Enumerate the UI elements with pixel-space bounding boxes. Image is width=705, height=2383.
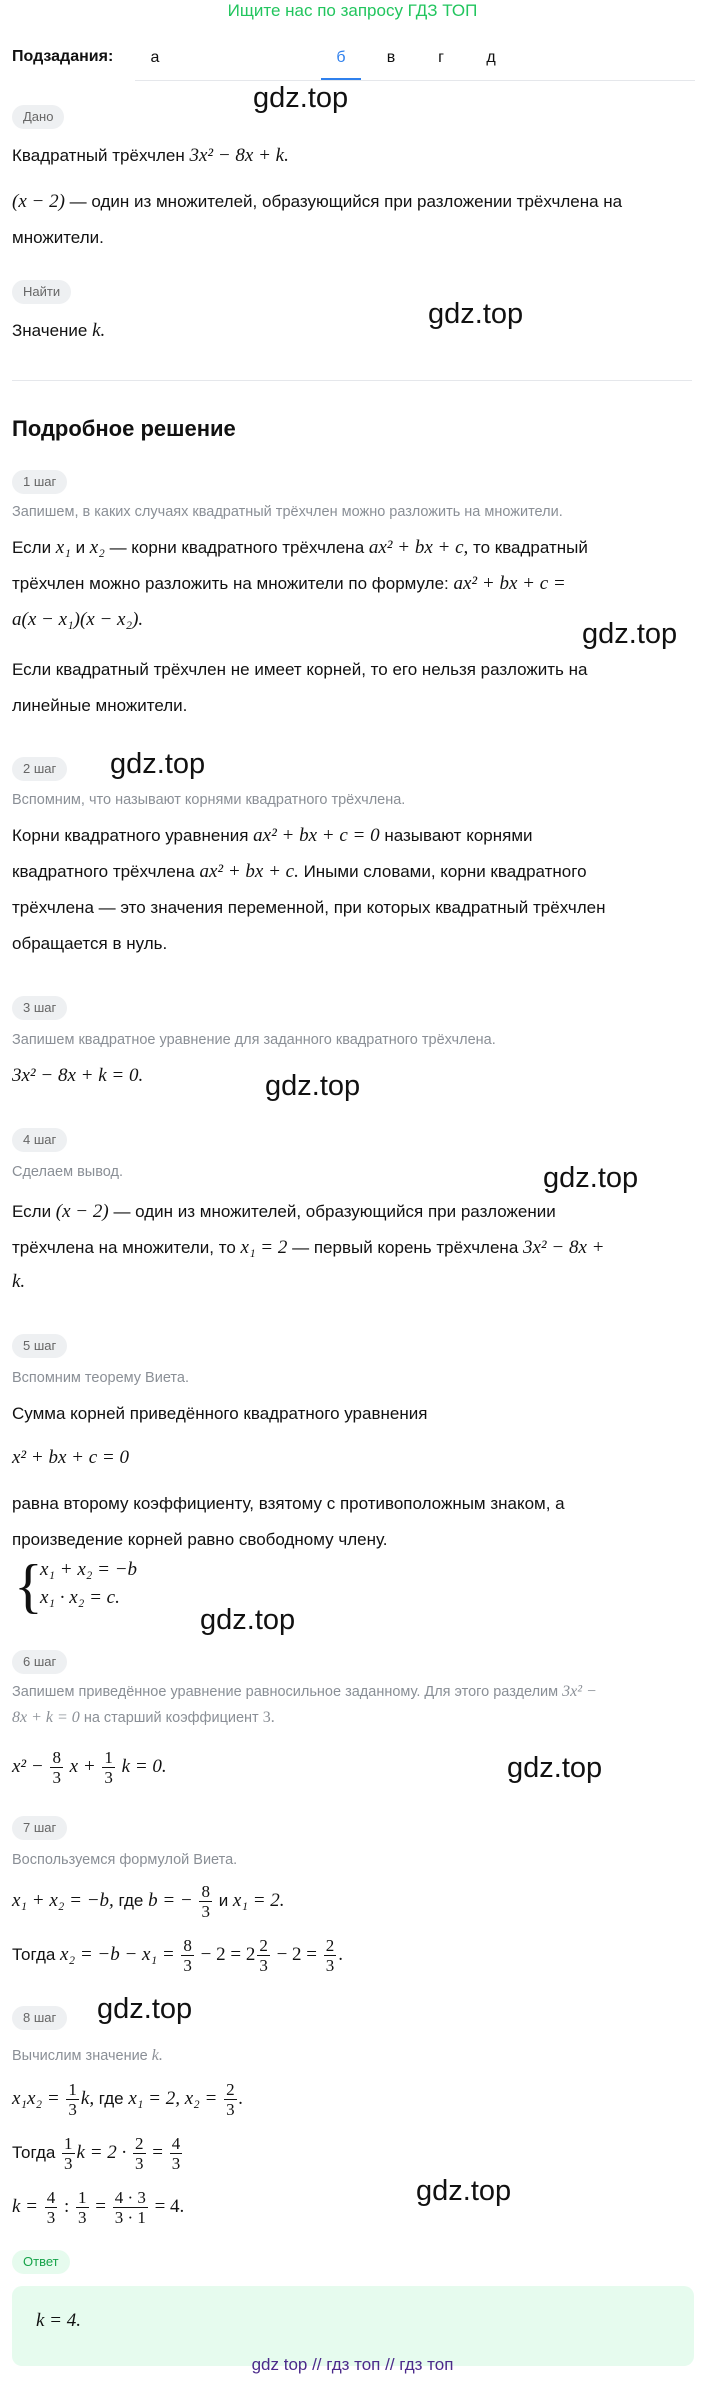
math: 3. [262, 1709, 275, 1726]
math: . [238, 2088, 244, 2109]
text: — корни квадратного трёхчлена [104, 538, 369, 557]
step-8-line-2 [12, 2128, 692, 2178]
math: x + [69, 1756, 96, 1777]
answer-chip: Ответ [12, 2250, 70, 2274]
math: x₁ · x₂ = c. [40, 1587, 120, 1608]
math: k. [12, 1271, 26, 1292]
text: трёхчлен можно разложить на множители по формуле: [12, 574, 454, 593]
subtasks-label: Подзадания: [12, 48, 114, 65]
step-4-line-2 [12, 1230, 692, 1266]
fraction: $\frac{2}{3}$ [259, 1936, 268, 1976]
watermark: gdz.top [416, 2175, 512, 2207]
text: Иными словами, корни квадратного [298, 862, 587, 881]
text: Тогда [12, 1945, 61, 1964]
math: 3x² − [562, 1683, 597, 1700]
step-8-line-1 [12, 2074, 692, 2124]
watermark: gdz.top [507, 1752, 603, 1784]
find-variable: k. [92, 320, 106, 341]
text: называют корнями [379, 826, 533, 845]
given-line-2 [12, 184, 692, 220]
step-1-line-2 [12, 566, 692, 602]
text: — первый корень трёхчлена [287, 1238, 523, 1257]
watermark: gdz.top [428, 298, 524, 330]
step-6-hint-1 [12, 1680, 692, 1704]
text: где [113, 1891, 149, 1910]
step-6-hint-2 [12, 1706, 692, 1730]
step-3-chip: 3 шаг [12, 996, 67, 1020]
given-line-1 [12, 138, 692, 174]
tab-g[interactable]: г [438, 49, 444, 66]
step-4-chip: 4 шаг [12, 1128, 67, 1152]
step-1-line-4: Если квадратный трёхчлен не имеет корней, то его нельзя разложить на [12, 660, 588, 679]
step-7-line-2 [12, 1930, 692, 1980]
text: квадратного трёхчлена [12, 862, 200, 881]
step-2-line-4: обращается в нуль. [12, 934, 168, 953]
math: k = 2 · [76, 2142, 127, 2163]
fraction: $\frac{2}{3}$ [226, 2080, 235, 2120]
math: (x − 2) [55, 1201, 109, 1222]
answer-box [12, 2286, 694, 2366]
step-3-equation [12, 1058, 692, 1094]
math: . [338, 1944, 343, 1965]
step-3-hint: Запишем квадратное уравнение для заданного квадратного трёхчлена. [12, 1032, 496, 1048]
given-chip: Дано [12, 105, 64, 129]
text: Корни квадратного уравнения [12, 826, 254, 845]
math: 3x² − 8x + [523, 1237, 605, 1258]
math: − 2 = 2 [200, 1944, 256, 1965]
text: и [218, 1891, 233, 1910]
math: ax² + bx + c. [199, 861, 299, 882]
step-4-line-1 [12, 1194, 692, 1230]
system-eq-1 [40, 1556, 705, 1584]
math: x₁x₂ = [12, 2088, 60, 2109]
step-1-chip: 1 шаг [12, 470, 67, 494]
step-1-line-5: линейные множители. [12, 696, 188, 715]
step-6-equation [12, 1742, 692, 1792]
divider [12, 380, 692, 381]
math: x₁ + x₂ = −b [40, 1559, 138, 1580]
given-text: Квадратный трёхчлен [12, 146, 190, 165]
text: трёхчлена на множители, то [12, 1238, 241, 1257]
promo-banner: Ищите нас по запросу ГДЗ ТОП [227, 1, 478, 20]
step-5-line-3: равна второму коэффициенту, взятому с противоположным знаком, а [12, 1494, 565, 1513]
math: k = [12, 2196, 39, 2217]
subtask-tabs [135, 40, 695, 81]
math: = [95, 2196, 106, 2217]
step-4-hint: Сделаем вывод. [12, 1164, 124, 1180]
step-5-line-1: Сумма корней приведённого квадратного уравнения [12, 1404, 428, 1423]
given-line-3: множители. [12, 228, 104, 247]
step-1-hint: Запишем, в каких случаях квадратный трёхчлен можно разложить на множители. [12, 504, 563, 520]
fraction: $\frac{4}{3}$ [46, 2188, 56, 2228]
math: : [63, 2196, 70, 2217]
text: и [70, 538, 90, 557]
math: k. [151, 2047, 163, 2064]
tab-d[interactable]: д [486, 49, 496, 66]
text: Если [12, 1202, 56, 1221]
watermark: gdz.top [582, 618, 678, 650]
text: — один из множителей, образующийся при разложении [108, 1202, 556, 1221]
find-text: Значение [12, 321, 93, 340]
step-2-hint: Вспомним, что называют корнями квадратного трёхчлена. [12, 792, 406, 808]
math: ax² + bx + c = [453, 573, 566, 594]
step-2-line-2 [12, 854, 692, 890]
step-7-line-1 [12, 1876, 692, 1926]
step-1-line-1 [12, 530, 692, 566]
text: где [94, 2089, 129, 2108]
step-7-hint: Воспользуемся формулой Виета. [12, 1852, 238, 1868]
math: = 4. [154, 2196, 185, 2217]
step-7-chip: 7 шаг [12, 1816, 67, 1840]
watermark: gdz.top [253, 82, 349, 114]
math: a(x − x₁)(x − x₂). [12, 609, 144, 630]
math: x₁ = 2, x₂ = [128, 2088, 218, 2109]
given-text: — один из множителей, образующийся при разложении трёхчлена на [64, 192, 623, 211]
text: Если [12, 538, 56, 557]
tab-b[interactable]: б [336, 49, 346, 66]
find-line [12, 313, 692, 349]
fraction: $\frac{4 \cdot 3}{3 \cdot 1}$ [114, 2188, 146, 2228]
step-4-line-3 [12, 1264, 692, 1300]
step-2-chip: 2 шаг [12, 757, 67, 781]
system-brace: { [14, 1553, 43, 1619]
step-5-hint: Вспомним теорему Виета. [12, 1370, 189, 1386]
math: 8x + k = 0 [12, 1709, 80, 1726]
fraction: $\frac{4}{3}$ [171, 2134, 181, 2174]
step-1-line-3 [12, 602, 692, 638]
solution-title: Подробное решение [12, 416, 236, 441]
fraction: $\frac{2}{3}$ [135, 2134, 144, 2174]
math: − 2 = [276, 1944, 317, 1965]
watermark: gdz.top [265, 1070, 361, 1102]
math: = [152, 2142, 163, 2163]
fraction: $\frac{1}{3}$ [64, 2134, 73, 2174]
step-5-equation [12, 1440, 692, 1476]
text: Тогда [12, 2143, 61, 2162]
math: x² + bx + c = 0 [12, 1447, 129, 1468]
math: x₁ = 2. [232, 1890, 285, 1911]
fraction: $\frac{1}{3}$ [104, 1748, 113, 1788]
given-trinomial: 3x² − 8x + k. [189, 145, 289, 166]
tab-v[interactable]: в [386, 49, 396, 66]
watermark: gdz.top [200, 1604, 296, 1636]
math: x₁ = 2 [240, 1237, 288, 1258]
active-tab-indicator [321, 78, 361, 80]
footer-links[interactable]: gdz top // гдз топ // гдз топ [251, 2355, 454, 2374]
step-2-line-1 [12, 818, 692, 854]
step-8-line-3 [12, 2182, 692, 2232]
math: x₂ = −b − x₁ = [60, 1944, 175, 1965]
fraction: $\frac{2}{3}$ [325, 1936, 335, 1976]
math: x₁ [55, 537, 71, 558]
fraction: $\frac{1}{3}$ [78, 2188, 87, 2228]
given-factor: (x − 2) [12, 191, 65, 212]
math: x² − [12, 1756, 44, 1777]
fraction: $\frac{8}{3}$ [52, 1748, 61, 1788]
fraction: $\frac{8}{3}$ [183, 1936, 192, 1976]
math: ax² + bx + c = 0 [253, 825, 380, 846]
step-6-chip: 6 шаг [12, 1650, 67, 1674]
text: на старший коэффициент [79, 1710, 263, 1726]
watermark: gdz.top [97, 1993, 193, 2025]
math: ax² + bx + c, [368, 537, 469, 558]
watermark: gdz.top [543, 1162, 639, 1194]
math: b = − [148, 1890, 193, 1911]
math: k, [80, 2088, 95, 2109]
step-8-hint [12, 2044, 692, 2068]
text: Вычислим значение [12, 2048, 152, 2064]
step-2-line-3: трёхчлена — это значения переменной, при которых квадратный трёхчлен [12, 898, 606, 917]
watermark: gdz.top [110, 748, 206, 780]
step-5-line-4: произведение корней равно свободному члену. [12, 1530, 388, 1549]
fraction: $\frac{8}{3}$ [201, 1882, 210, 1922]
math: x₂ [89, 537, 105, 558]
answer-value: k = 4. [36, 2310, 82, 2331]
tab-a[interactable]: а [150, 49, 160, 66]
text: то квадратный [468, 538, 588, 557]
step-5-chip: 5 шаг [12, 1334, 67, 1358]
math: x₁ + x₂ = −b, [12, 1890, 114, 1911]
find-chip: Найти [12, 280, 71, 304]
system-eq-2 [40, 1584, 705, 1612]
fraction: $\frac{1}{3}$ [68, 2080, 77, 2120]
text: Запишем приведённое уравнение равносильное заданному. Для этого разделим [12, 1684, 563, 1700]
step-8-chip: 8 шаг [12, 2006, 67, 2030]
math: 3x² − 8x + k = 0. [12, 1065, 144, 1086]
math: k = 0. [121, 1756, 167, 1777]
